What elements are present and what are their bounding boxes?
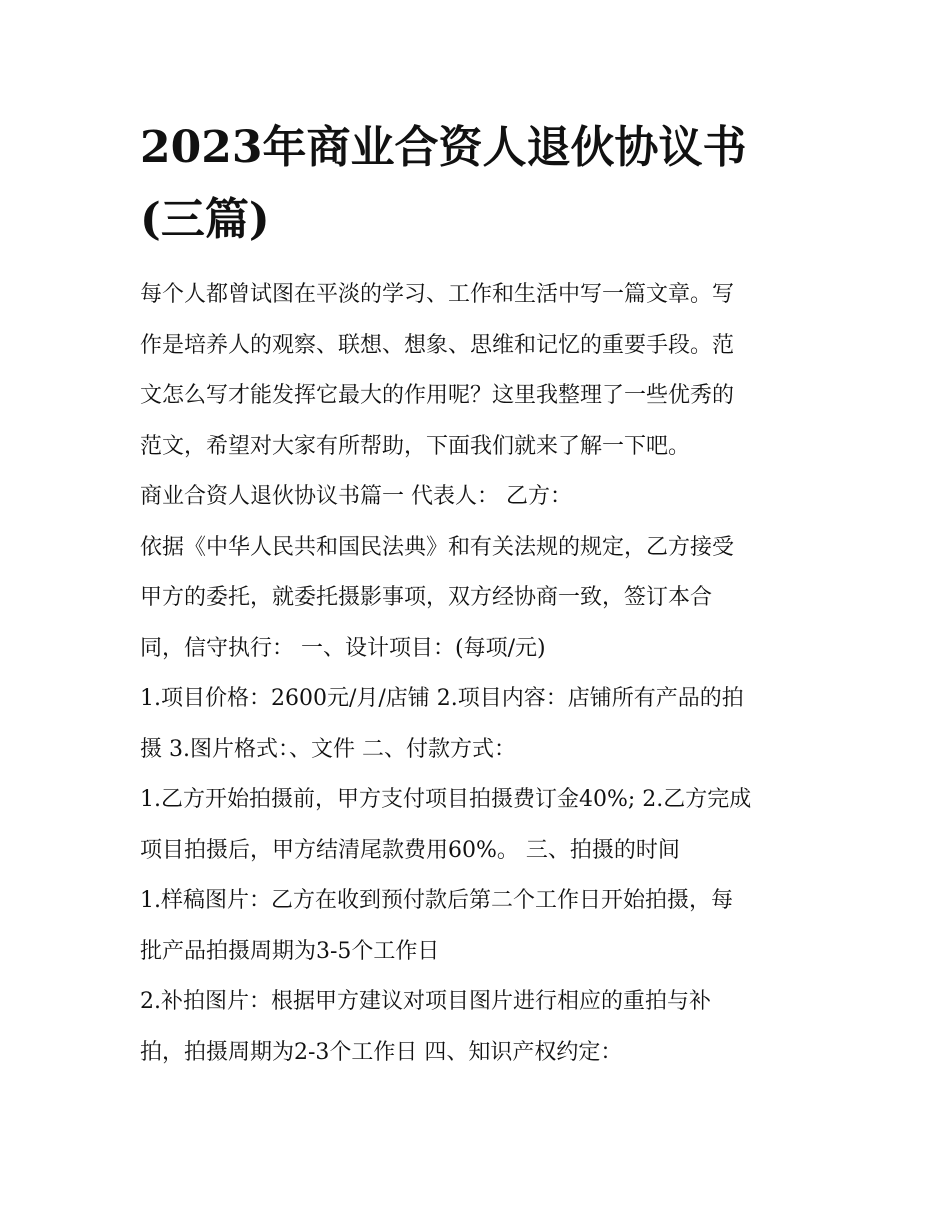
body-line: 1.项目价格：2600元/月/店铺 2.项目内容：店铺所有产品的拍 bbox=[140, 686, 744, 711]
body-line: 同，信守执行： 一、设计项目：(每项/元) bbox=[140, 635, 546, 661]
document-page bbox=[140, 112, 820, 1078]
body-line: 项目拍摄后，甲方结清尾款费用60%。 三、拍摄的时间 bbox=[140, 837, 680, 863]
body-line: 商业合资人退伙协议书篇一 代表人： 乙方： bbox=[140, 484, 572, 509]
body-line: 范文，希望对大家有所帮助，下面我们就来了解一下吧。 bbox=[140, 433, 691, 459]
body-line: 拍，拍摄周期为2-3个工作日 四、知识产权约定： bbox=[140, 1039, 623, 1065]
body-line: 甲方的委托，就委托摄影事项，双方经协商一致，签订本合 bbox=[140, 585, 713, 610]
body-line: 每个人都曾试图在平淡的学习、工作和生活中写一篇文章。写 bbox=[140, 282, 735, 307]
title-line: 2023年商业合资人退伙协议书 bbox=[140, 122, 747, 173]
title-line: (三篇) bbox=[140, 194, 270, 245]
body-line: 批产品拍摄周期为3-5个工作日 bbox=[140, 938, 440, 964]
body-line: 1.样稿图片：乙方在收到预付款后第二个工作日开始拍摄，每 bbox=[140, 888, 733, 913]
body-line: 摄 3.图片格式：、文件 二、付款方式： bbox=[140, 736, 516, 762]
document-body bbox=[140, 270, 820, 1078]
body-line: 文怎么写才能发挥它最大的作用呢？这里我整理了一些优秀的 bbox=[140, 383, 735, 408]
body-line: 依据《中华人民共和国民法典》和有关法规的规定，乙方接受 bbox=[140, 534, 735, 560]
body-line: 2.补拍图片：根据甲方建议对项目图片进行相应的重拍与补 bbox=[140, 989, 711, 1014]
document-title bbox=[140, 112, 820, 256]
body-line: 1.乙方开始拍摄前，甲方支付项目拍摄费订金40%; 2.乙方完成 bbox=[140, 787, 752, 812]
body-line: 作是培养人的观察、联想、想象、思维和记忆的重要手段。范 bbox=[140, 332, 735, 358]
